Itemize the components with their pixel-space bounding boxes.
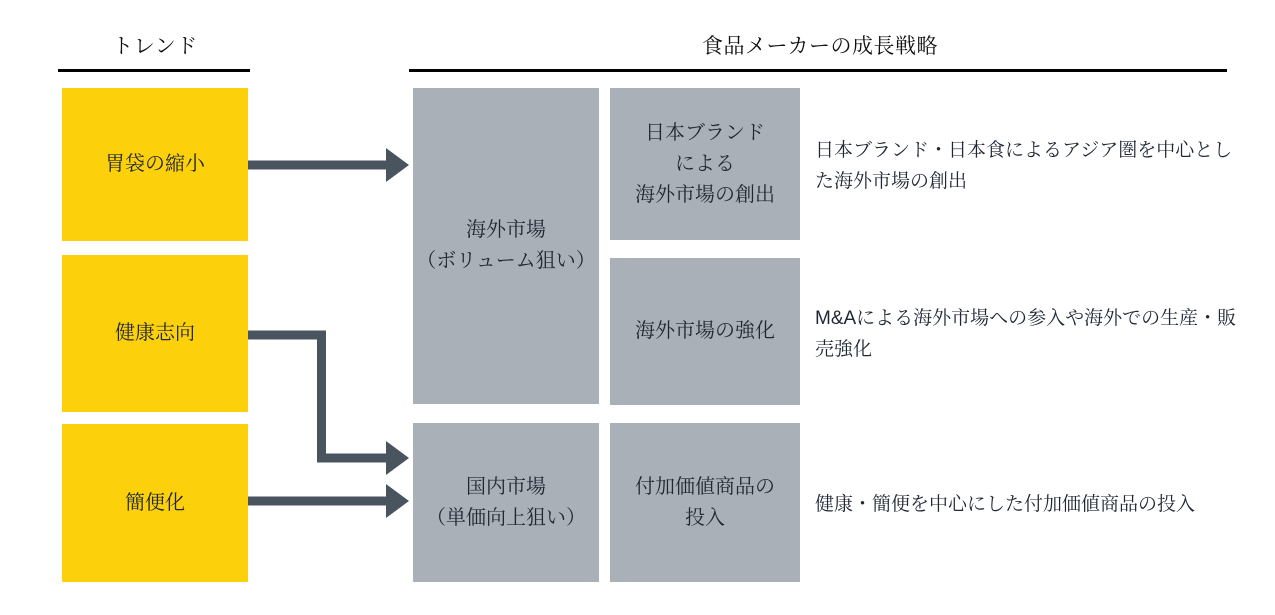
left-column-header: トレンド <box>112 35 198 58</box>
market-box-domestic <box>413 423 599 582</box>
strategy-box-label-line: による <box>675 152 735 175</box>
trend-box-label: 簡便化 <box>125 491 185 514</box>
trend-box-label: 胃袋の縮小 <box>105 153 205 175</box>
right-header-rule <box>409 69 1227 72</box>
strategy-description-value-added: 健康・簡便を中心にした付加価値商品の投入 <box>815 494 1196 515</box>
strategy-box-label-line: 海外市場の強化 <box>635 320 775 342</box>
market-box-label-line: （単価向上狙い） <box>426 506 586 529</box>
arrow-health-to-domestic-head <box>386 441 409 475</box>
strategy-box-label-line: 投入 <box>685 506 725 529</box>
left-header-rule <box>58 69 250 72</box>
market-box-label-line: 国内市場 <box>466 475 546 498</box>
strategy-box-label-line: 海外市場の創出 <box>635 183 775 206</box>
trend-box-health-consciousness <box>62 255 248 412</box>
strategy-box-value-added-products <box>610 423 800 582</box>
strategy-description-japan-brand: 日本ブランド・日本食によるアジア圏を中心とした海外市場の創出 <box>815 140 1233 192</box>
strategy-box-overseas-strengthening <box>610 258 800 405</box>
arrow-convenience-to-domestic-head <box>386 484 409 518</box>
strategy-box-japan-brand-creation <box>610 88 800 240</box>
trend-box-stomach-shrink <box>62 88 248 241</box>
arrow-health-to-domestic-line <box>248 335 387 458</box>
right-column-header: 食品メーカーの成長戦略 <box>701 35 939 58</box>
market-box-label-line: 海外市場 <box>466 219 546 241</box>
trend-box-label: 健康志向 <box>115 322 195 344</box>
arrow-stomach-to-overseas-head <box>386 148 409 182</box>
strategy-box-label-line: 付加価値商品の <box>635 475 775 498</box>
strategy-box-label-line: 日本ブランド <box>645 121 765 144</box>
trend-box-convenience <box>62 424 248 582</box>
market-box-overseas <box>413 88 599 404</box>
market-box-label-line: （ボリューム狙い） <box>416 250 596 272</box>
strategy-description-ma-overseas: M&Aによる海外市場への参入や海外での生産・販売強化 <box>815 308 1237 360</box>
